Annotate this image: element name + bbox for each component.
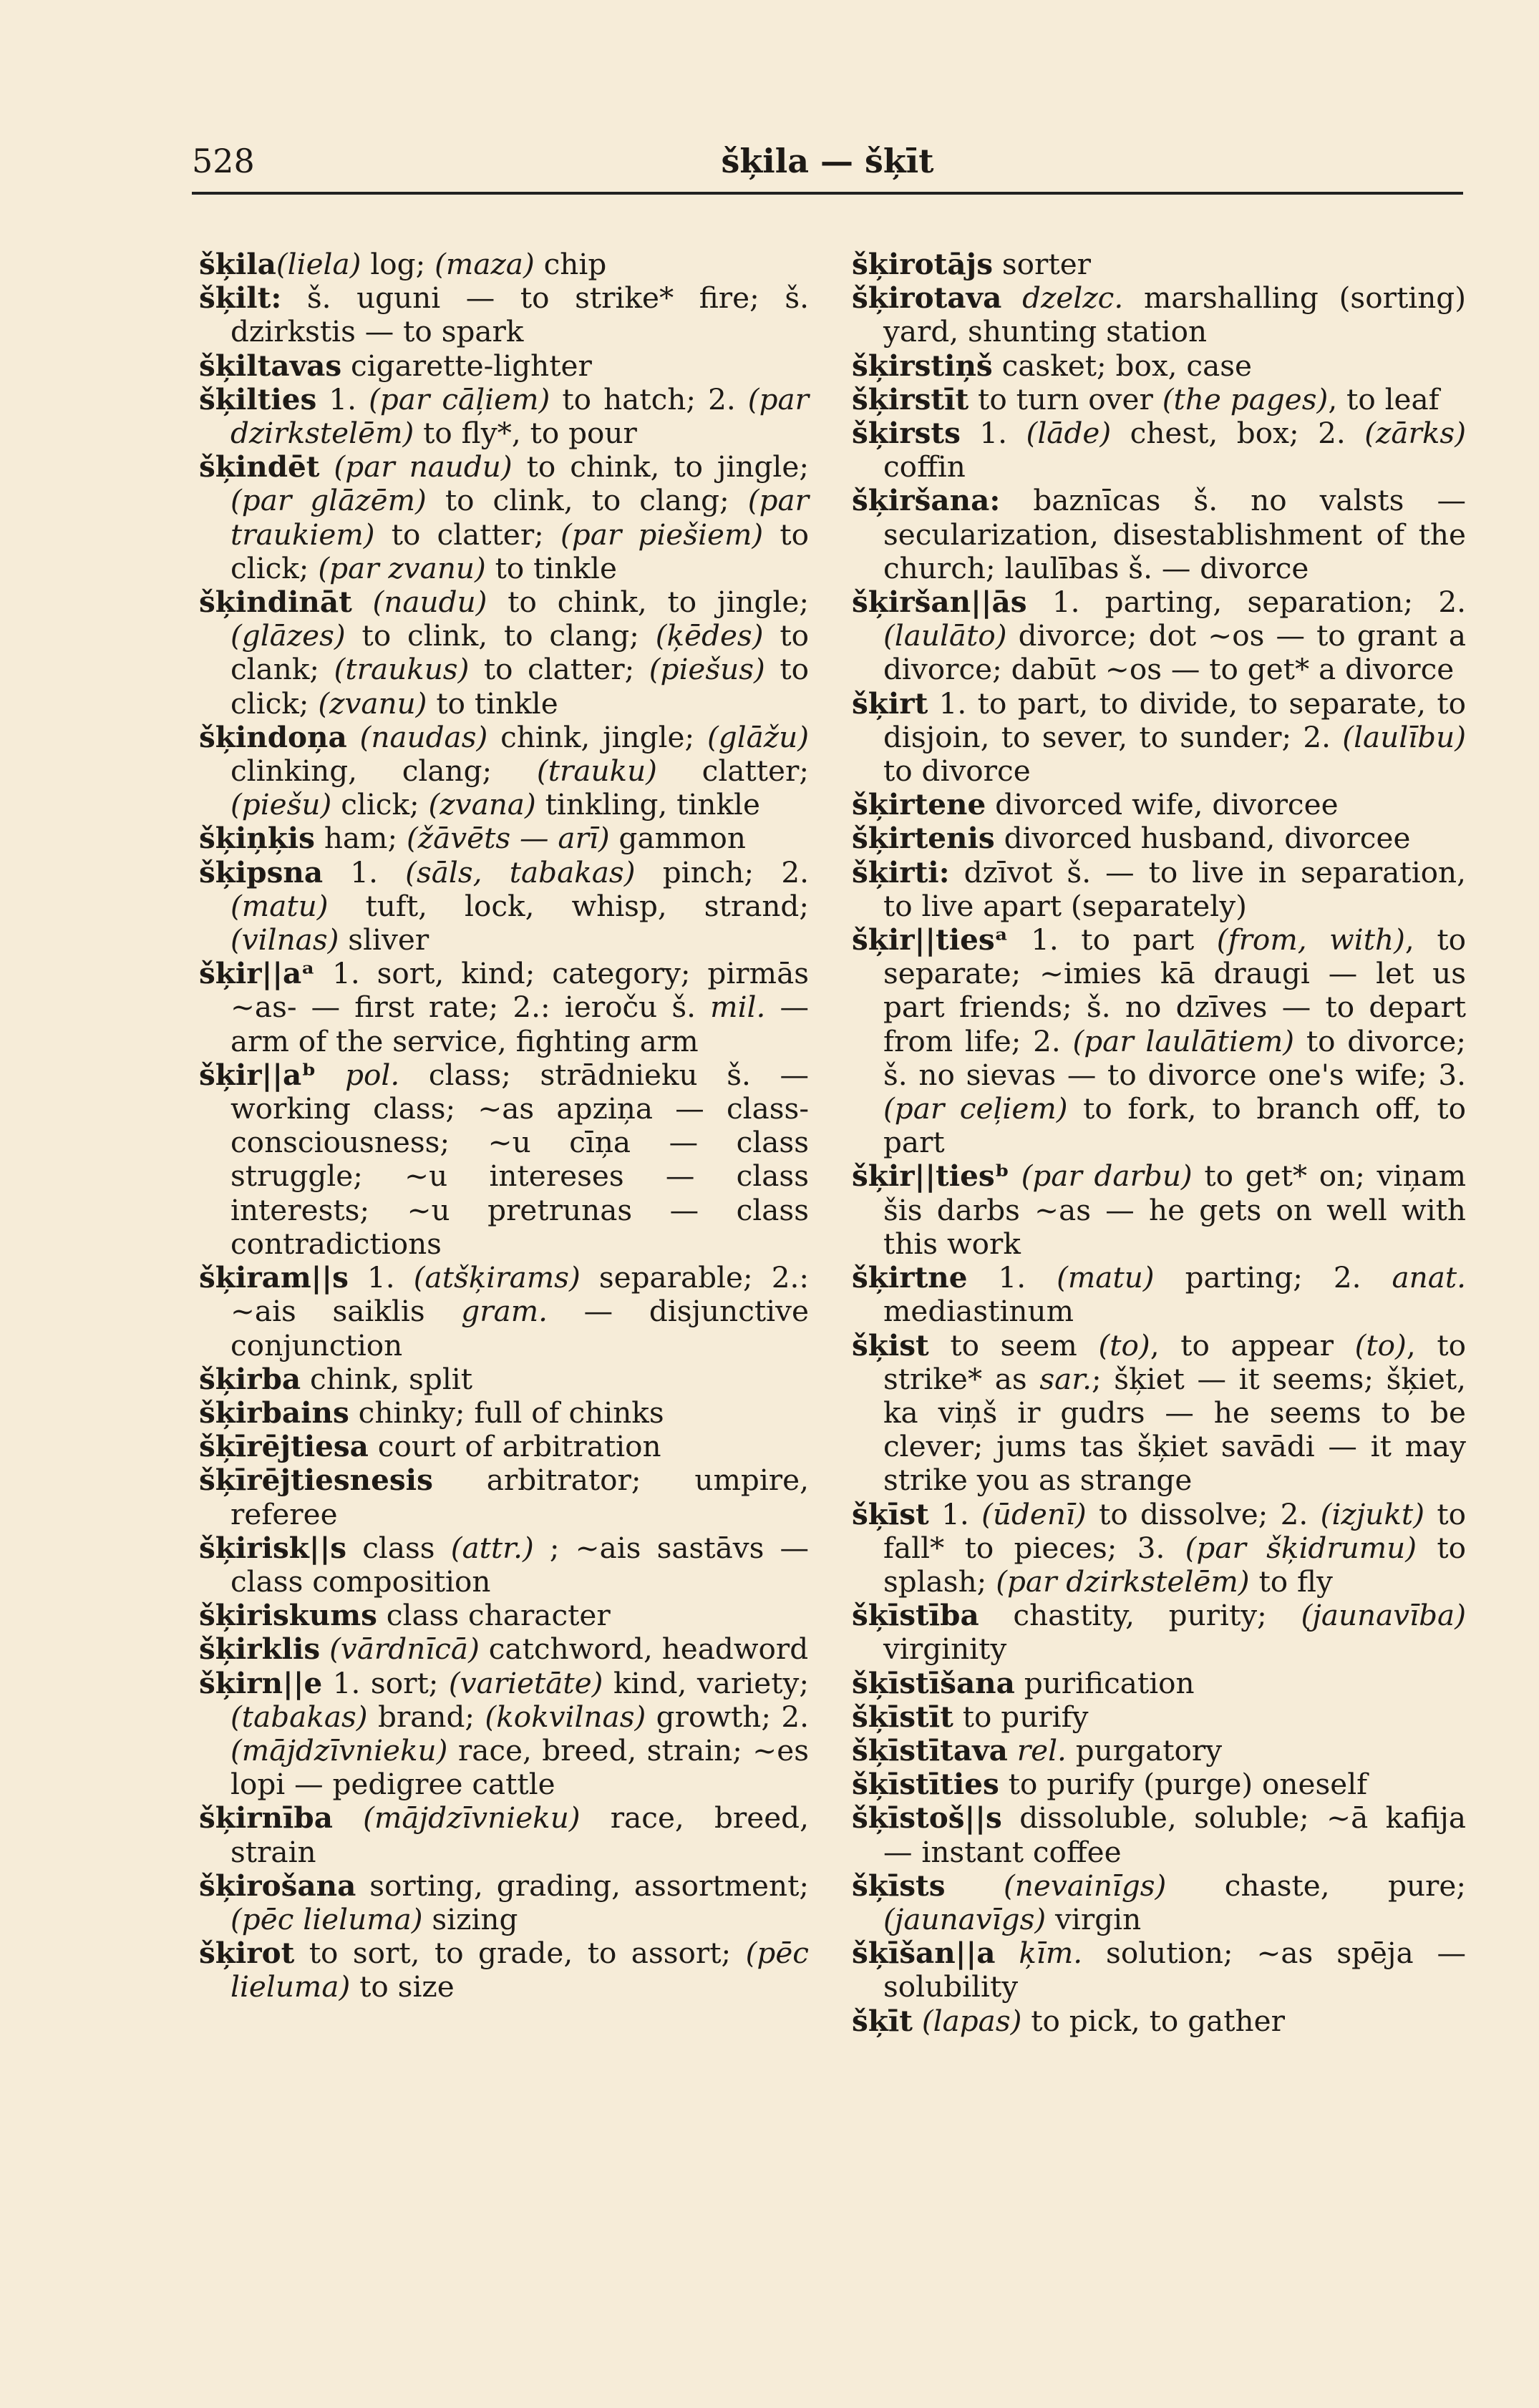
definition-text: class [346, 1530, 451, 1565]
definition-text: ; šķiet — it seems; šķiet, ka viņš ir gudrs — he seems to be clever; jums tas šķiet savādi — it may strike you as strange [883, 1361, 1466, 1498]
definition-text: — arm of the service, fighting arm [230, 990, 809, 1058]
definition-text: chink, split [301, 1361, 473, 1396]
italic-label: (maza) [434, 247, 535, 281]
definition-text: — disjunctive conjunction [230, 1294, 809, 1363]
headword: šķirotājs [852, 247, 994, 281]
definition-text: tuft, lock, whisp, strand; [328, 888, 809, 923]
definition-text: coffin [883, 449, 966, 484]
headword: šķirsts [852, 416, 961, 451]
definition-text: 1. sort, kind; category; pirmās ~as- — first rate; 2.: ieroču š. [230, 956, 809, 1025]
definition-text: 1. [348, 1260, 414, 1295]
headword: šķirklis [199, 1632, 321, 1667]
definition-text: parting; 2. [1154, 1260, 1392, 1295]
dictionary-entry [199, 1396, 809, 1430]
definition-text: to clink, to clang; [426, 483, 748, 518]
headword: šķirtene [852, 787, 986, 822]
dictionary-entry [199, 1430, 809, 1463]
definition-text: kind, variety; [603, 1665, 809, 1700]
dictionary-entry [852, 1700, 1466, 1734]
definition-text: casket; box, case [992, 348, 1252, 383]
italic-label: (to) [1098, 1327, 1150, 1363]
definition-text [913, 2004, 922, 2038]
headword: šķindoņa [199, 719, 347, 754]
definition-text: tinkling, tinkle [535, 787, 760, 822]
italic-label: (matu) [230, 888, 329, 923]
italic-label: (par traukiem) [230, 483, 809, 552]
dictionary-entry [852, 585, 1466, 687]
italic-label: (jaunavība) [1301, 1598, 1466, 1633]
dictionary-entry [852, 281, 1466, 348]
dictionary-entry [852, 822, 1466, 855]
headword: šķīt [852, 2003, 913, 2038]
headword: šķirisk||s [199, 1530, 347, 1565]
dictionary-entry [852, 1768, 1466, 1801]
headword: šķīstīties [852, 1767, 999, 1802]
definition-text: sizing [422, 1901, 518, 1936]
dictionary-entry [852, 788, 1466, 822]
definition-text: to clatter; [374, 517, 560, 552]
definition-text: chip [534, 247, 607, 281]
headword: šķiršana: [852, 483, 1001, 518]
definition-text: growth; 2. [646, 1699, 809, 1734]
definition-text: , to leaf [1328, 381, 1440, 416]
definition-text: to chink, to jingle; [487, 585, 809, 620]
italic-label: (piešu) [230, 787, 332, 822]
definition-text: divorce; dot ~os — to grant a divorce; dabūt ~os — to get* a divorce [883, 618, 1466, 687]
definition-text: purification [1014, 1665, 1195, 1700]
italic-label: anat. [1392, 1260, 1466, 1295]
dictionary-entry [852, 923, 1466, 1159]
dictionary-entry [852, 1667, 1466, 1700]
definition-text: to tinkle [427, 686, 558, 721]
definition-text [316, 1058, 345, 1092]
italic-label: (attr.) [450, 1530, 534, 1565]
definition-text: catchword, headword [479, 1632, 809, 1667]
italic-label: (par šķidrumu) [1185, 1530, 1417, 1565]
italic-label: (vilnas) [230, 922, 339, 957]
definition-text: chastity, purity; [979, 1598, 1301, 1633]
definition-text: divorced wife, divorcee [986, 787, 1339, 822]
definition-text: race, breed, strain; ~es lopi — pedigree cattle [230, 1732, 809, 1802]
headword: šķīst [852, 1496, 929, 1531]
headword: šķirstīt [852, 381, 969, 416]
dictionary-entry [852, 1498, 1466, 1599]
definition-text: 1. [928, 1496, 982, 1531]
definition-text [946, 1868, 1004, 1903]
italic-label: mil. [710, 990, 766, 1025]
definition-text: to sort, to grade, to assort; [294, 1936, 746, 1971]
definition-text: arbitrator; umpire, referee [230, 1463, 809, 1531]
definition-text [320, 449, 334, 484]
definition-text [352, 585, 373, 619]
definition-text: sorter [993, 247, 1092, 281]
headword: šķirstiņš [852, 348, 993, 383]
headword: šķīstīšana [852, 1665, 1015, 1700]
italic-label: (liela) [276, 247, 361, 281]
definition-text: purgatory [1066, 1732, 1223, 1768]
definition-text: to divorce; š. no sievas — to divorce one's wife; 3. [883, 1023, 1466, 1092]
definition-text: to turn over [968, 381, 1162, 416]
dictionary-entry [199, 1463, 809, 1531]
dictionary-entry [199, 957, 809, 1058]
dictionary-entry [199, 721, 809, 822]
italic-label: (mājdzīvnieku) [230, 1732, 448, 1768]
italic-label: (zvanu) [318, 686, 427, 721]
italic-label: sar. [1039, 1361, 1092, 1396]
right-column [852, 248, 1466, 2038]
definition-text: to click; [230, 652, 809, 721]
dictionary-entry [199, 1869, 809, 1936]
dictionary-entry [199, 1667, 809, 1802]
headword: šķīstība [852, 1598, 979, 1633]
headword: šķir||tiesᵇ [852, 1159, 1009, 1194]
dictionary-entry [852, 383, 1466, 416]
italic-label: (pēc lieluma) [230, 1901, 423, 1936]
definition-text: to purify [953, 1699, 1089, 1734]
dictionary-entry [199, 585, 809, 721]
italic-label: (from, with) [1216, 922, 1405, 957]
headword: šķila [199, 247, 276, 281]
definition-text: chinky; full of chinks [349, 1395, 664, 1430]
definition-text: , to appear [1150, 1327, 1355, 1363]
italic-label: (atšķirams) [413, 1260, 581, 1295]
headword: šķir||aᵇ [199, 1057, 316, 1092]
headword: šķirotava [852, 281, 1002, 316]
definition-text [347, 720, 360, 754]
definition-text: to splash; [883, 1530, 1466, 1599]
dictionary-entry [852, 484, 1466, 585]
definition-text: š. uguni — to strike* fire; š. dzirkstis — to spark [230, 281, 809, 349]
headword: šķīstītava [852, 1732, 1008, 1768]
definition-text: cigarette-lighter [341, 348, 592, 383]
dictionary-entry [199, 822, 809, 855]
definition-text: to click; [230, 517, 809, 585]
headword: šķirbains [199, 1395, 349, 1430]
dictionary-entry [852, 349, 1466, 383]
definition-text [1008, 1733, 1017, 1768]
definition-text: to tinkle [485, 550, 617, 585]
headword: šķīstīt [852, 1699, 953, 1734]
dictionary-entry [199, 281, 809, 348]
dictionary-entry [199, 450, 809, 585]
headword: šķipsna [199, 854, 324, 889]
definition-text [995, 1936, 1019, 1970]
italic-label: gram. [461, 1294, 548, 1329]
dictionary-entry [199, 1261, 809, 1363]
headword: šķirtne [852, 1260, 968, 1295]
definition-text: to purify (purge) oneself [999, 1767, 1368, 1802]
italic-label: (piešus) [649, 652, 765, 687]
headword: šķīstoš||s [852, 1800, 1002, 1836]
headword: šķiltavas [199, 348, 342, 383]
definition-text: to fall* to pieces; 3. [883, 1496, 1466, 1565]
definition-text: dissoluble, soluble; ~ā kafija — instant coffee [883, 1800, 1466, 1869]
dictionary-entry [852, 1159, 1466, 1261]
definition-text: to get* on; viņam šis darbs ~as — he gets on well with this work [883, 1159, 1467, 1261]
definition-text: mediastinum [883, 1294, 1074, 1329]
dictionary-entry [852, 1936, 1466, 2004]
italic-label: (lāde) [1026, 416, 1112, 451]
italic-label: (sāls, tabakas) [405, 854, 636, 889]
definition-text: 1. [960, 416, 1026, 451]
definition-text: dzīvot š. — to live in separation, to live apart (separately) [883, 854, 1466, 923]
headword: šķindēt [199, 449, 320, 484]
headword: šķindināt [199, 585, 352, 620]
dictionary-entry [852, 1329, 1466, 1498]
definition-text: ham; [314, 821, 407, 856]
italic-label: (glāzes) [230, 618, 346, 653]
dictionary-entry [852, 248, 1466, 281]
definition-text: to fly*, to pour [414, 416, 637, 451]
italic-label: dzelzc. [1022, 281, 1124, 316]
headword: šķirt [852, 686, 928, 721]
italic-label: (matu) [1057, 1260, 1155, 1295]
italic-label: (par naudu) [334, 449, 513, 484]
definition-text: class character [377, 1598, 611, 1633]
definition-text: 1. sort; [322, 1665, 449, 1700]
italic-label: (žāvēts — arī) [406, 821, 610, 856]
headword: šķīšan||a [852, 1936, 996, 1971]
definition-text: to chink, to jingle; [512, 449, 809, 484]
italic-label: (par zvanu) [318, 550, 486, 585]
definition-text: clatter; [656, 754, 809, 789]
definition-text: to seem [928, 1327, 1099, 1363]
dictionary-entry [199, 1801, 809, 1868]
dictionary-entry [852, 1599, 1466, 1666]
definition-text [1001, 281, 1022, 315]
definition-text: brand; [367, 1699, 485, 1734]
italic-label: (ūdenī) [981, 1496, 1087, 1531]
definition-text: gammon [609, 821, 746, 856]
dictionary-entry [852, 416, 1466, 484]
definition-text: to dissolve; 2. [1086, 1496, 1321, 1531]
italic-label: (vārdnīcā) [329, 1632, 480, 1667]
dictionary-entry [199, 1058, 809, 1261]
definition-text: divorced husband, divorcee [994, 821, 1411, 856]
definition-text: to divorce [883, 754, 1031, 789]
headword: šķīsts [852, 1868, 946, 1903]
definition-text: race, breed, strain [230, 1800, 809, 1869]
italic-label: (traukus) [334, 652, 470, 687]
headword: šķirošana [199, 1868, 356, 1903]
definition-text: chest, box; 2. [1111, 416, 1365, 451]
italic-label: (naudas) [359, 719, 488, 754]
italic-label: (par dzirkstelēm) [996, 1564, 1250, 1599]
definition-text: chink, jingle; [487, 719, 707, 754]
italic-label: (par cāļiem) [369, 381, 550, 416]
dictionary-entry [852, 1261, 1466, 1328]
dictionary-entry [199, 1599, 809, 1632]
dictionary-entry [852, 687, 1466, 789]
headword: šķilt: [199, 281, 282, 316]
definition-text: 1. [967, 1260, 1057, 1295]
italic-label: (par darbu) [1021, 1159, 1193, 1194]
italic-label: (jaunavīgs) [883, 1901, 1047, 1936]
headword: šķiriskums [199, 1598, 377, 1633]
italic-label: (par dzirkstelēm) [230, 381, 810, 451]
italic-label: ķīm. [1019, 1936, 1083, 1971]
dictionary-entry [852, 856, 1466, 923]
definition-text: to clatter; [469, 652, 649, 687]
dictionary-entry [199, 1632, 809, 1666]
headword: šķiņķis [199, 821, 315, 856]
definition-text: , to strike* as [883, 1327, 1467, 1396]
definition-text: to clank; [230, 618, 809, 687]
header-rule [192, 192, 1463, 195]
italic-label: (par laulātiem) [1072, 1023, 1295, 1058]
definition-text: clinking, clang; [230, 754, 537, 789]
definition-text: chaste, pure; [1166, 1868, 1467, 1903]
dictionary-entry [199, 1936, 809, 2004]
italic-label: (tabakas) [230, 1699, 368, 1734]
headword: šķilties [199, 381, 317, 416]
italic-label: (the pages) [1162, 381, 1329, 416]
italic-label: (nevainīgs) [1003, 1868, 1167, 1903]
definition-text: to hatch; 2. [550, 381, 748, 416]
definition-text: to size [350, 1969, 455, 2004]
definition-text: sorting, grading, assortment; [356, 1868, 809, 1903]
headword: šķir||aᵃ [199, 956, 316, 991]
italic-label: (par piešiem) [560, 517, 764, 552]
definition-text: to fork, to branch off, to part [883, 1091, 1466, 1160]
italic-label: (trauku) [536, 754, 657, 789]
italic-label: (varietāte) [448, 1665, 603, 1700]
italic-label: (zvana) [428, 787, 536, 822]
dictionary-entry [199, 349, 809, 383]
definition-text: to fly [1249, 1564, 1333, 1599]
dictionary-entry [852, 2004, 1466, 2038]
italic-label: (ķēdes) [655, 618, 764, 653]
dictionary-entry [852, 1801, 1466, 1868]
definition-text: pinch; 2. [635, 854, 809, 889]
definition-text: sliver [339, 922, 429, 957]
headword: šķirot [199, 1936, 295, 1971]
definition-text: ; ~ais sastāvs — class composition [230, 1530, 809, 1599]
italic-label: (kokvilnas) [485, 1699, 646, 1734]
headword: šķirtenis [852, 821, 995, 856]
headword: šķiram||s [199, 1260, 349, 1295]
definition-text: class; strādnieku š. — working class; ~as apziņa — class-consciousness; ~u cīņa — class struggle; ~u intereses — class interests; ~u pretrunas — class contradictions [230, 1057, 809, 1261]
definition-text: click; [331, 787, 429, 822]
italic-label: (mājdzīvnieku) [363, 1800, 581, 1836]
headword: šķīrējtiesnesis [199, 1463, 433, 1498]
italic-label: (par glāzēm) [230, 483, 427, 518]
headword: šķīrējtiesa [199, 1429, 369, 1464]
running-head: šķila — šķīt [721, 142, 934, 180]
headword: šķist [852, 1327, 929, 1363]
headword: šķiršan||ās [852, 585, 1027, 620]
italic-label: (pēc lieluma) [230, 1936, 809, 2004]
definition-text: 1. [316, 381, 369, 416]
italic-label: pol. [345, 1057, 400, 1092]
definition-text: log; [361, 247, 435, 281]
left-column [199, 248, 809, 2004]
definition-text: 1. [323, 854, 406, 889]
italic-label: (naudu) [372, 585, 487, 620]
dictionary-entry [199, 1363, 809, 1396]
italic-label: (zārks) [1364, 416, 1466, 451]
definition-text: to pick, to gather [1021, 2003, 1285, 2038]
headword: šķirti: [852, 854, 950, 889]
italic-label: (laulāto) [883, 618, 1007, 653]
dictionary-entry [199, 1531, 809, 1599]
definition-text [1009, 1159, 1021, 1193]
italic-label: (to) [1354, 1327, 1407, 1363]
definition-text: court of arbitration [368, 1429, 661, 1464]
dictionary-entry [852, 1734, 1466, 1768]
definition-text: to clink, to clang; [345, 618, 656, 653]
definition-text: virgin [1046, 1901, 1142, 1936]
definition-text: marshalling (sorting) yard, shunting station [883, 281, 1466, 349]
dictionary-entry [852, 1869, 1466, 1936]
italic-label: (glāžu) [707, 719, 809, 754]
dictionary-entry [199, 856, 809, 957]
definition-text [333, 1800, 363, 1835]
page-header [192, 142, 1463, 192]
dictionary-entry [199, 383, 809, 450]
italic-label: rel. [1016, 1732, 1067, 1768]
italic-label: (laulību) [1342, 719, 1466, 754]
definition-text [320, 1632, 329, 1666]
definition-text: , to separate; ~imies kā draugi — let us part friends; š. no dzīves — to depart from life; 2. [883, 922, 1466, 1058]
italic-label: (lapas) [921, 2003, 1022, 2038]
definition-text: 1. parting, separation; 2. [1026, 585, 1466, 620]
headword: šķir||tiesᵃ [852, 922, 1009, 957]
definition-text: solution; ~as spēja — solubility [883, 1936, 1466, 2004]
definition-text: baznīcas š. no valsts — secularization, disestablishment of the church; laulības š. — divorce [883, 483, 1466, 585]
italic-label: (izjukt) [1320, 1496, 1424, 1531]
definition-text: separable; 2.: ~ais saiklis [230, 1260, 810, 1329]
headword: šķirba [199, 1361, 301, 1396]
headword: šķirn||e [199, 1665, 323, 1700]
definition-text: 1. to part, to divide, to separate, to disjoin, to sever, to sunder; 2. [883, 686, 1466, 754]
italic-label: (par ceļiem) [883, 1091, 1068, 1126]
page-number: 528 [192, 142, 255, 180]
headword: šķirnība [199, 1800, 333, 1836]
definition-text: 1. to part [1008, 922, 1217, 957]
definition-text: virginity [883, 1632, 1007, 1667]
dictionary-entry [199, 248, 809, 281]
